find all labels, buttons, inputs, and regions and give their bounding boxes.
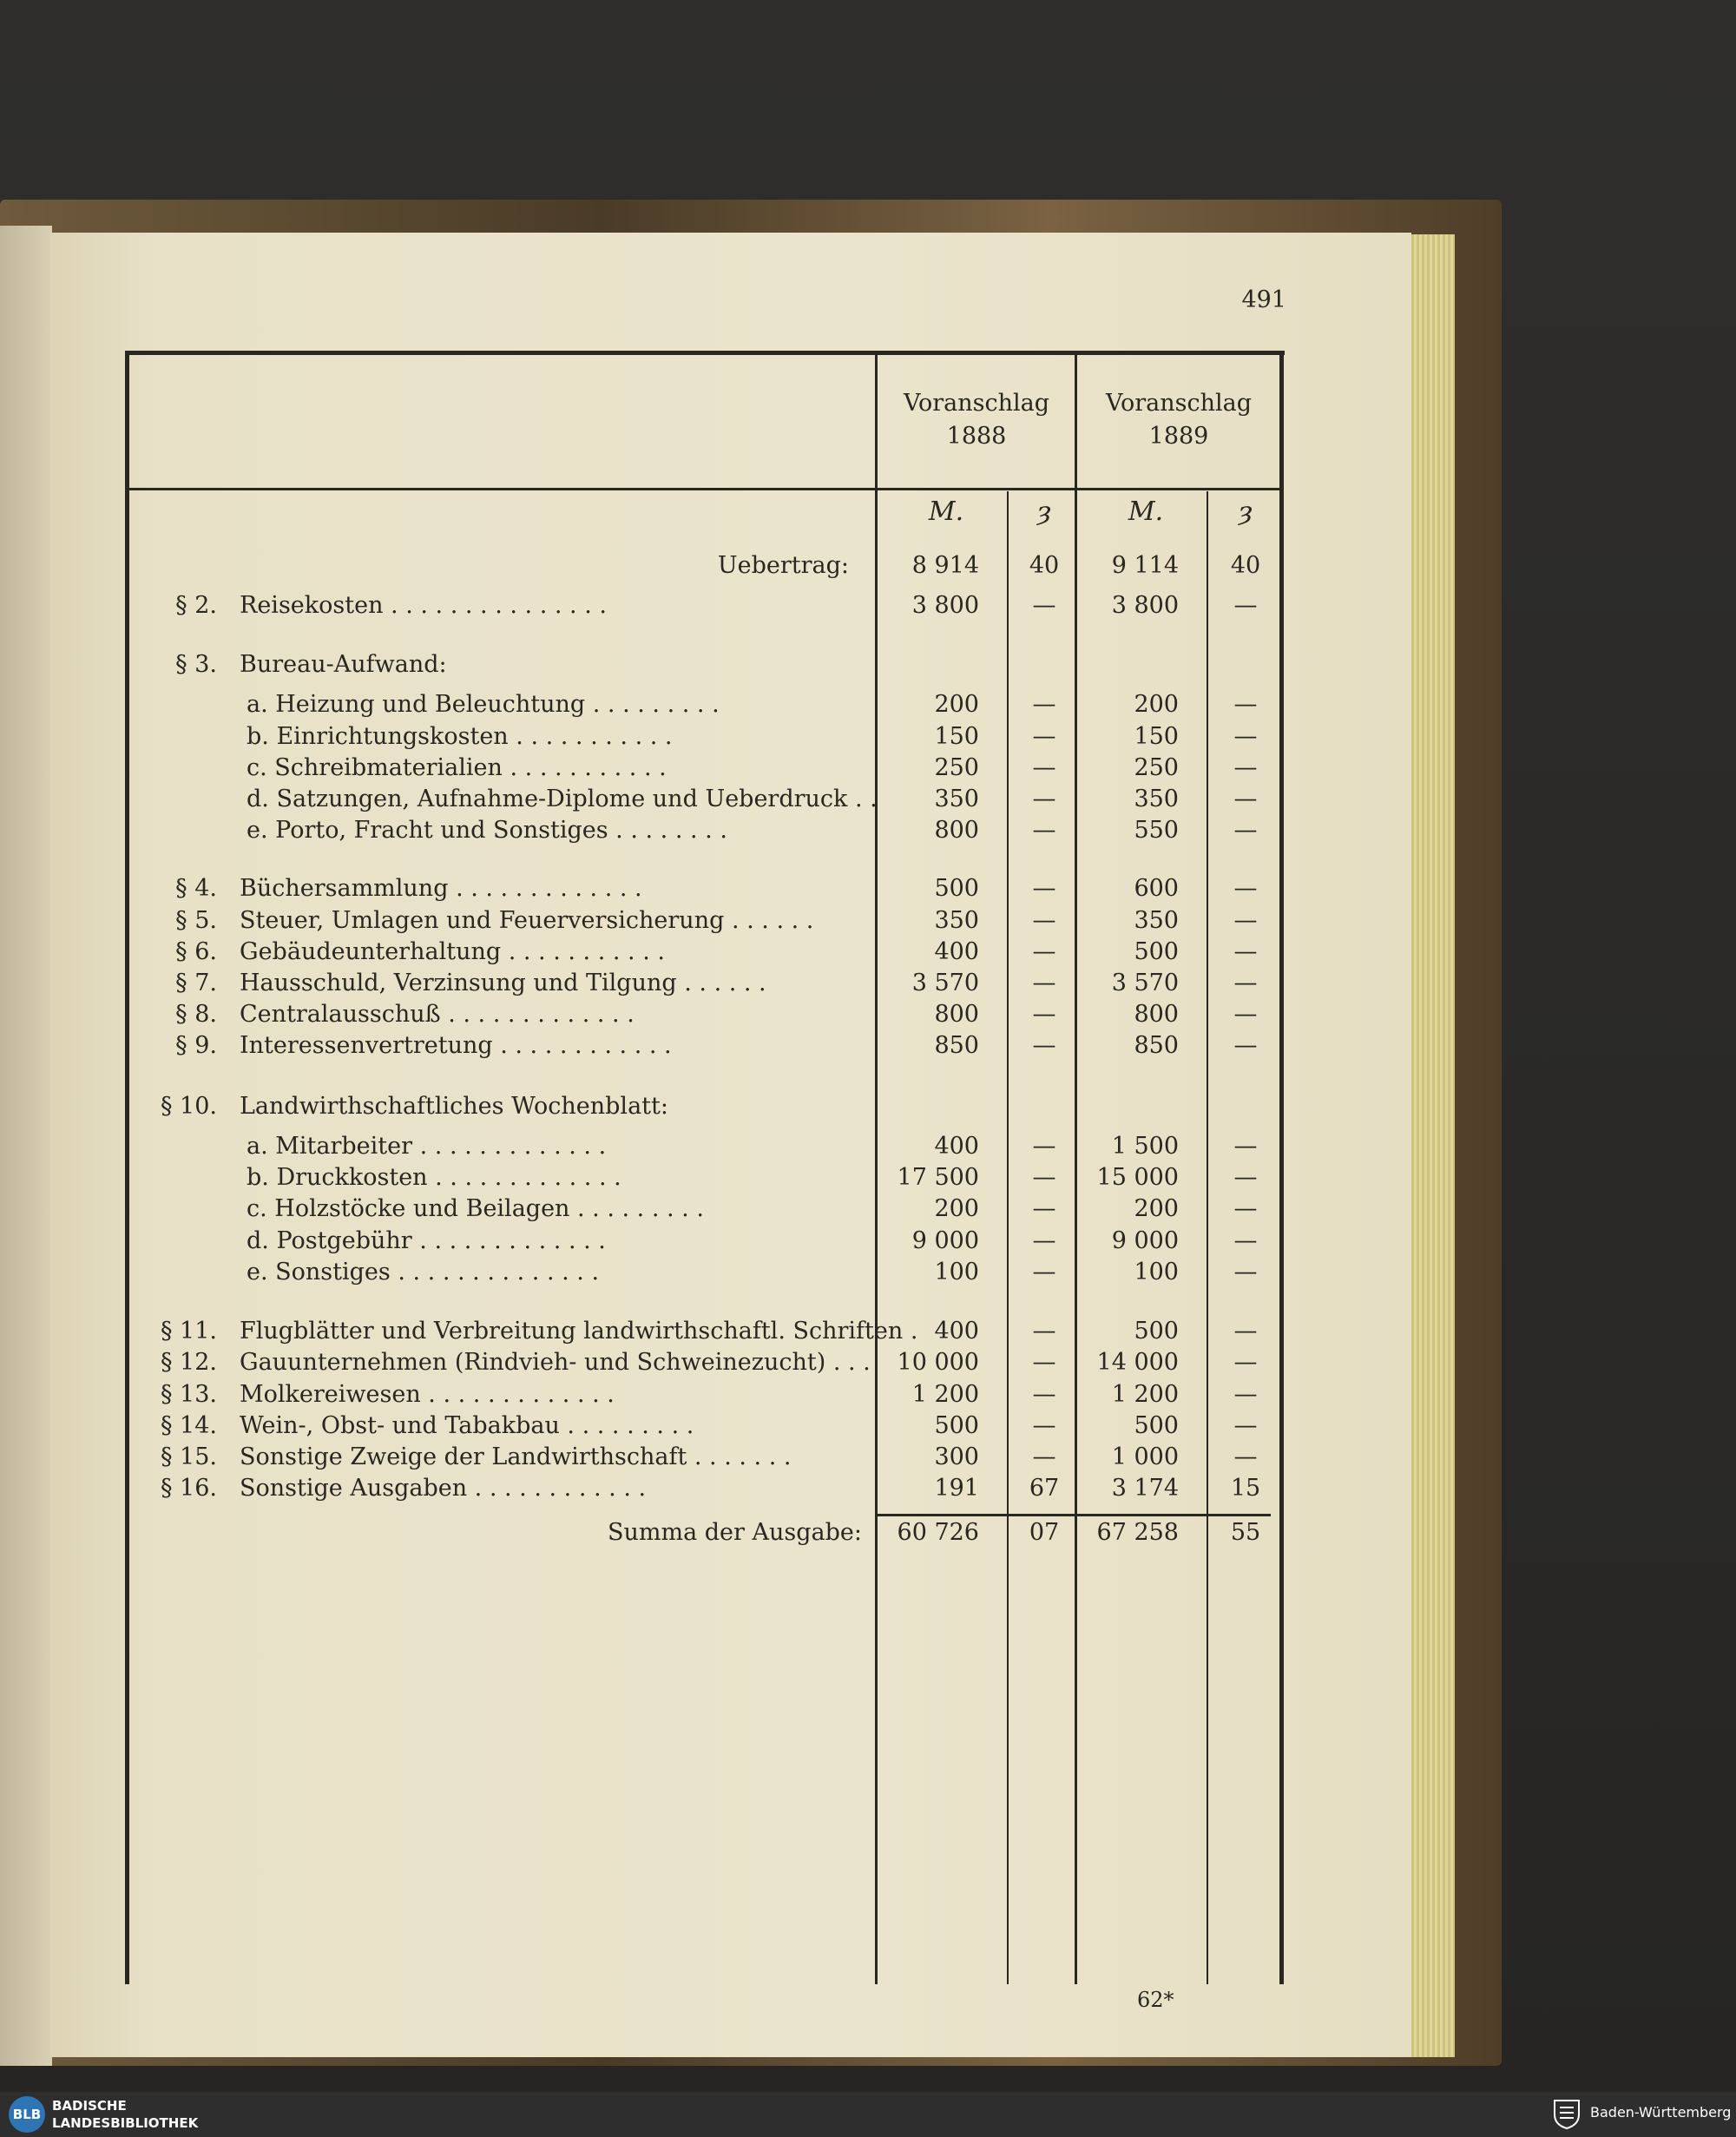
mark-1889: 500 [1134, 938, 1179, 965]
mark-1888: 400 [934, 938, 979, 965]
table-row [0, 786, 1736, 817]
pf-1889: — [1233, 1259, 1258, 1285]
pf-1889: — [1233, 1133, 1258, 1160]
mark-1889: 15 000 [1096, 1164, 1179, 1191]
header-1888 [878, 387, 1075, 453]
paragraph-number: § 8. [175, 1001, 217, 1028]
pf-1889: — [1233, 754, 1258, 781]
pf-1889: — [1233, 1227, 1258, 1254]
row-label: Bureau-Aufwand: [240, 651, 447, 678]
mark-1889: 550 [1134, 817, 1179, 844]
pf-1888: — [1032, 1164, 1056, 1191]
pf-1888: — [1032, 1227, 1056, 1254]
total-pf-1888: 07 [1029, 1519, 1060, 1546]
unit-pfennig-1888: ȝ [1037, 496, 1051, 527]
table-row [0, 907, 1736, 938]
pf-1889: — [1233, 1032, 1258, 1059]
pf-1888: — [1032, 592, 1056, 619]
row-label: Gebäudeunterhaltung . . . . . . . . . . . [240, 938, 665, 965]
header-1889-year: 1889 [1148, 423, 1209, 450]
pf-1889: — [1233, 817, 1258, 844]
table-top-rule [127, 351, 1285, 355]
paragraph-number: § 11. [160, 1318, 217, 1345]
table-row [0, 1412, 1736, 1443]
pf-1888: — [1032, 1349, 1056, 1376]
viewer-footer [0, 2092, 1736, 2137]
pf-1889: — [1233, 723, 1258, 750]
mark-1889: 9 000 [1111, 1227, 1179, 1254]
mark-1889: 150 [1134, 723, 1179, 750]
total-mark-1888: 60 726 [897, 1519, 979, 1546]
pf-1889: — [1233, 907, 1258, 934]
paragraph-number: § 10. [160, 1093, 217, 1120]
row-label: d. Satzungen, Aufnahme-Diplome und Ueberdruck . . [247, 786, 878, 812]
table-row [0, 754, 1736, 786]
pf-1889: — [1233, 1164, 1258, 1191]
mark-1889: 1 500 [1111, 1133, 1179, 1160]
paragraph-number: § 6. [175, 938, 217, 965]
pf-1888: — [1032, 1195, 1056, 1222]
header-bottom-rule [127, 488, 1281, 490]
table-row [0, 1227, 1736, 1259]
pf-1888: — [1032, 1412, 1056, 1439]
pf-1888: — [1032, 723, 1056, 750]
paragraph-number: § 4. [175, 875, 217, 902]
paragraph-number: § 16. [160, 1475, 217, 1502]
baden-wuerttemberg-emblem-icon [1552, 2099, 1581, 2130]
mark-1889: 500 [1134, 1318, 1179, 1345]
row-label: b. Einrichtungskosten . . . . . . . . . . . [247, 723, 673, 750]
mark-1889: 14 000 [1096, 1349, 1179, 1376]
mark-1889: 1 200 [1111, 1381, 1179, 1408]
total-mark-1889: 67 258 [1096, 1519, 1179, 1546]
pf-1889: 15 [1230, 1475, 1261, 1502]
mark-1888: 3 800 [911, 592, 979, 619]
row-label: c. Holzstöcke und Beilagen . . . . . . . . . [247, 1195, 704, 1222]
mark-1888: 500 [934, 1412, 979, 1439]
paragraph-number: § 13. [160, 1381, 217, 1408]
row-label: Interessenvertretung . . . . . . . . . . . . [240, 1032, 672, 1059]
mark-1889: 850 [1134, 1032, 1179, 1059]
mark-1889: 600 [1134, 875, 1179, 902]
row-label: d. Postgebühr . . . . . . . . . . . . . [247, 1227, 606, 1254]
pf-1888: — [1032, 907, 1056, 934]
table-row [0, 875, 1736, 906]
pf-1889: — [1233, 1318, 1258, 1345]
mark-1889: 250 [1134, 754, 1179, 781]
mark-1888: 10 000 [897, 1349, 979, 1376]
mark-1888: 400 [934, 1133, 979, 1160]
row-label: Sonstige Ausgaben . . . . . . . . . . . . [240, 1475, 647, 1502]
state-name: Baden-Württemberg [1590, 2104, 1732, 2121]
mark-1888: 850 [934, 1032, 979, 1059]
carry-over-pf-1888: 40 [1029, 552, 1060, 579]
pf-1889: — [1233, 1381, 1258, 1408]
row-label: Molkereiwesen . . . . . . . . . . . . . [240, 1381, 615, 1408]
mark-1889: 500 [1134, 1412, 1179, 1439]
table-row [0, 1349, 1736, 1380]
row-label: Centralausschuß . . . . . . . . . . . . . [240, 1001, 635, 1028]
mark-1889: 3 570 [1111, 970, 1179, 996]
total-label: Summa der Ausgabe: [608, 1519, 863, 1546]
pf-1888: — [1032, 754, 1056, 781]
mark-1888: 800 [934, 1001, 979, 1028]
table-row [0, 938, 1736, 970]
table-row [0, 1093, 1736, 1124]
carry-over-mark-1889: 9 114 [1111, 552, 1179, 579]
paragraph-number: § 14. [160, 1412, 217, 1439]
table-row [0, 691, 1736, 722]
table-row [0, 1381, 1736, 1412]
paragraph-number: § 3. [175, 651, 217, 678]
pf-1888: — [1032, 817, 1056, 844]
paragraph-number: § 7. [175, 970, 217, 996]
pf-1889: — [1233, 1412, 1258, 1439]
unit-mark-1888: M. [928, 496, 964, 527]
pf-1889: — [1233, 970, 1258, 996]
total-pf-1889: 55 [1230, 1519, 1261, 1546]
mark-1888: 350 [934, 907, 979, 934]
row-label: Hausschuld, Verzinsung und Tilgung . . . . . . [240, 970, 766, 996]
table-row [0, 1318, 1736, 1349]
paragraph-number: § 5. [175, 907, 217, 934]
header-1888-label: Voranschlag [903, 390, 1050, 417]
unit-pfennig-1889: ȝ [1239, 496, 1253, 527]
row-label: Gauunternehmen (Rindvieh- und Schweinezucht) . . . [240, 1349, 871, 1376]
mark-1888: 200 [934, 691, 979, 718]
table-row [0, 592, 1736, 623]
header-1889-label: Voranschlag [1105, 390, 1253, 417]
paragraph-number: § 15. [160, 1443, 217, 1470]
header-1888-year: 1888 [946, 423, 1007, 450]
mark-1889: 100 [1134, 1259, 1179, 1285]
mark-1889: 800 [1134, 1001, 1179, 1028]
page-number: 491 [1241, 286, 1286, 313]
row-label: a. Heizung und Beleuchtung . . . . . . . . . [247, 691, 720, 718]
pf-1888: — [1032, 1259, 1056, 1285]
library-name-line2: LANDESBIBLIOTHEK [52, 2115, 199, 2131]
mark-1888: 100 [934, 1259, 979, 1285]
table-row [0, 1195, 1736, 1226]
pf-1889: — [1233, 875, 1258, 902]
row-label: e. Porto, Fracht und Sonstiges . . . . . . . . [247, 817, 727, 844]
mark-1888: 250 [934, 754, 979, 781]
pf-1888: — [1032, 1133, 1056, 1160]
mark-1888: 300 [934, 1443, 979, 1470]
pf-1888: — [1032, 691, 1056, 718]
mark-1888: 191 [934, 1475, 979, 1502]
pf-1888: — [1032, 1032, 1056, 1059]
row-label: Sonstige Zweige der Landwirthschaft . . . . . . . [240, 1443, 792, 1470]
pf-1889: — [1233, 786, 1258, 812]
carry-over-mark-1888: 8 914 [911, 552, 979, 579]
total-row [0, 1519, 1736, 1550]
mark-1889: 3 800 [1111, 592, 1179, 619]
table-row [0, 651, 1736, 682]
mark-1888: 400 [934, 1318, 979, 1345]
mark-1888: 350 [934, 786, 979, 812]
signature-mark: 62* [1137, 1988, 1174, 2012]
table-row [0, 723, 1736, 754]
table-row [0, 1259, 1736, 1290]
table-row [0, 1001, 1736, 1032]
table-row [0, 1443, 1736, 1475]
carry-over-pf-1889: 40 [1230, 552, 1261, 579]
row-label: Wein-, Obst- und Tabakbau . . . . . . . . . [240, 1412, 694, 1439]
pf-1888: 67 [1029, 1475, 1060, 1502]
header-1889 [1078, 387, 1279, 453]
pf-1888: — [1032, 1443, 1056, 1470]
pf-1889: — [1233, 1349, 1258, 1376]
pf-1889: — [1233, 691, 1258, 718]
mark-1888: 3 570 [911, 970, 979, 996]
mark-1888: 200 [934, 1195, 979, 1222]
mark-1888: 9 000 [911, 1227, 979, 1254]
table-row [0, 970, 1736, 1001]
table-row [0, 1475, 1736, 1506]
pf-1888: — [1032, 875, 1056, 902]
pf-1889: — [1233, 592, 1258, 619]
library-name-line1: BADISCHE [52, 2098, 127, 2114]
mark-1888: 150 [934, 723, 979, 750]
row-label: Büchersammlung . . . . . . . . . . . . . [240, 875, 642, 902]
row-label: c. Schreibmaterialien . . . . . . . . . . . [247, 754, 667, 781]
table-row [0, 817, 1736, 848]
pf-1888: — [1032, 1318, 1056, 1345]
mark-1889: 350 [1134, 786, 1179, 812]
mark-1889: 1 000 [1111, 1443, 1179, 1470]
mark-1889: 3 174 [1111, 1475, 1179, 1502]
total-rule [875, 1514, 1271, 1516]
row-label: a. Mitarbeiter . . . . . . . . . . . . . [247, 1133, 607, 1160]
row-label: Flugblätter und Verbreitung landwirthschaftl. Schriften . [240, 1318, 918, 1345]
paragraph-number: § 9. [175, 1032, 217, 1059]
pf-1889: — [1233, 1195, 1258, 1222]
pf-1889: — [1233, 938, 1258, 965]
library-name [52, 2097, 198, 2132]
mark-1888: 17 500 [897, 1164, 979, 1191]
mark-1889: 200 [1134, 1195, 1179, 1222]
row-label: e. Sonstiges . . . . . . . . . . . . . . [247, 1259, 600, 1285]
table-row [0, 1032, 1736, 1063]
row-label: Landwirthschaftliches Wochenblatt: [240, 1093, 668, 1120]
row-label: Reisekosten . . . . . . . . . . . . . . . [240, 592, 607, 619]
paragraph-number: § 2. [175, 592, 217, 619]
row-label: b. Druckkosten . . . . . . . . . . . . . [247, 1164, 621, 1191]
mark-1888: 1 200 [911, 1381, 979, 1408]
pf-1888: — [1032, 938, 1056, 965]
blb-logo: BLB [9, 2096, 45, 2133]
mark-1889: 200 [1134, 691, 1179, 718]
table-row [0, 1133, 1736, 1164]
unit-mark-1889: M. [1128, 496, 1164, 527]
carry-over-row [0, 552, 1736, 583]
row-label: Steuer, Umlagen und Feuerversicherung . . . . . . [240, 907, 814, 934]
table-row [0, 1164, 1736, 1195]
paragraph-number: § 12. [160, 1349, 217, 1376]
pf-1888: — [1032, 786, 1056, 812]
carry-over-label: Uebertrag: [717, 552, 849, 579]
mark-1888: 500 [934, 875, 979, 902]
pf-1888: — [1032, 1381, 1056, 1408]
mark-1888: 800 [934, 817, 979, 844]
mark-1889: 350 [1134, 907, 1179, 934]
pf-1889: — [1233, 1443, 1258, 1470]
pf-1888: — [1032, 1001, 1056, 1028]
pf-1888: — [1032, 970, 1056, 996]
pf-1889: — [1233, 1001, 1258, 1028]
